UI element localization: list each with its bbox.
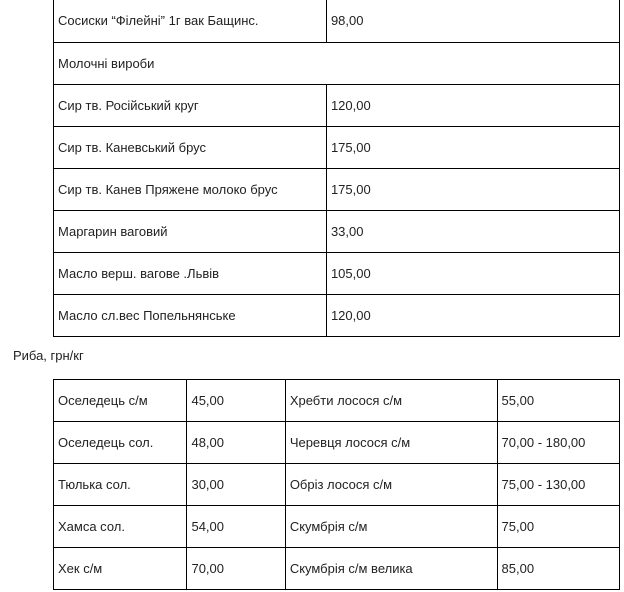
product-name: Обріз лосося с/м (285, 464, 497, 506)
table-row (54, 464, 620, 506)
product-price: 45,00 (187, 380, 285, 422)
fish-section-caption: Риба, грн/кг (13, 348, 84, 363)
dairy-price-table (53, 0, 620, 337)
product-price: 33,00 (326, 211, 619, 253)
table-row (54, 0, 620, 43)
product-price: 48,00 (187, 422, 285, 464)
table-row (54, 253, 620, 295)
product-name: Сосиски “Філейні” 1г вак Бащинс. (54, 0, 327, 43)
product-price: 70,00 (187, 548, 285, 590)
table-row (54, 295, 620, 337)
product-name: Хребти лосося с/м (285, 380, 497, 422)
table-row (54, 169, 620, 211)
product-name: Сир тв. Канев Пряжене молоко брус (54, 169, 327, 211)
section-title: Молочні вироби (54, 43, 620, 85)
table-row (54, 85, 620, 127)
product-name: Тюлька сол. (54, 464, 187, 506)
product-price: 85,00 (497, 548, 619, 590)
section-row (54, 43, 620, 85)
product-price: 175,00 (326, 127, 619, 169)
product-name: Хамса сол. (54, 506, 187, 548)
table-row (54, 380, 620, 422)
product-price: 55,00 (497, 380, 619, 422)
product-name: Скумбрія с/м велика (285, 548, 497, 590)
product-price: 75,00 (497, 506, 619, 548)
product-name: Сир тв. Російський круг (54, 85, 327, 127)
table-row (54, 548, 620, 590)
product-price: 30,00 (187, 464, 285, 506)
product-name: Маргарин ваговий (54, 211, 327, 253)
product-price: 120,00 (326, 295, 619, 337)
table-row (54, 422, 620, 464)
product-name: Черевця лосося с/м (285, 422, 497, 464)
product-name: Хек с/м (54, 548, 187, 590)
product-price: 105,00 (326, 253, 619, 295)
table-row (54, 127, 620, 169)
product-name: Оселедець сол. (54, 422, 187, 464)
product-price: 54,00 (187, 506, 285, 548)
product-name: Сир тв. Каневський брус (54, 127, 327, 169)
product-name: Масло сл.вес Попельнянське (54, 295, 327, 337)
table-row (54, 506, 620, 548)
product-price: 98,00 (326, 0, 619, 43)
product-name: Масло верш. вагове .Львів (54, 253, 327, 295)
product-name: Оселедець с/м (54, 380, 187, 422)
fish-price-table (53, 379, 620, 590)
table-row (54, 211, 620, 253)
product-price: 120,00 (326, 85, 619, 127)
product-price: 75,00 - 130,00 (497, 464, 619, 506)
product-name: Скумбрія с/м (285, 506, 497, 548)
product-price: 70,00 - 180,00 (497, 422, 619, 464)
product-price: 175,00 (326, 169, 619, 211)
